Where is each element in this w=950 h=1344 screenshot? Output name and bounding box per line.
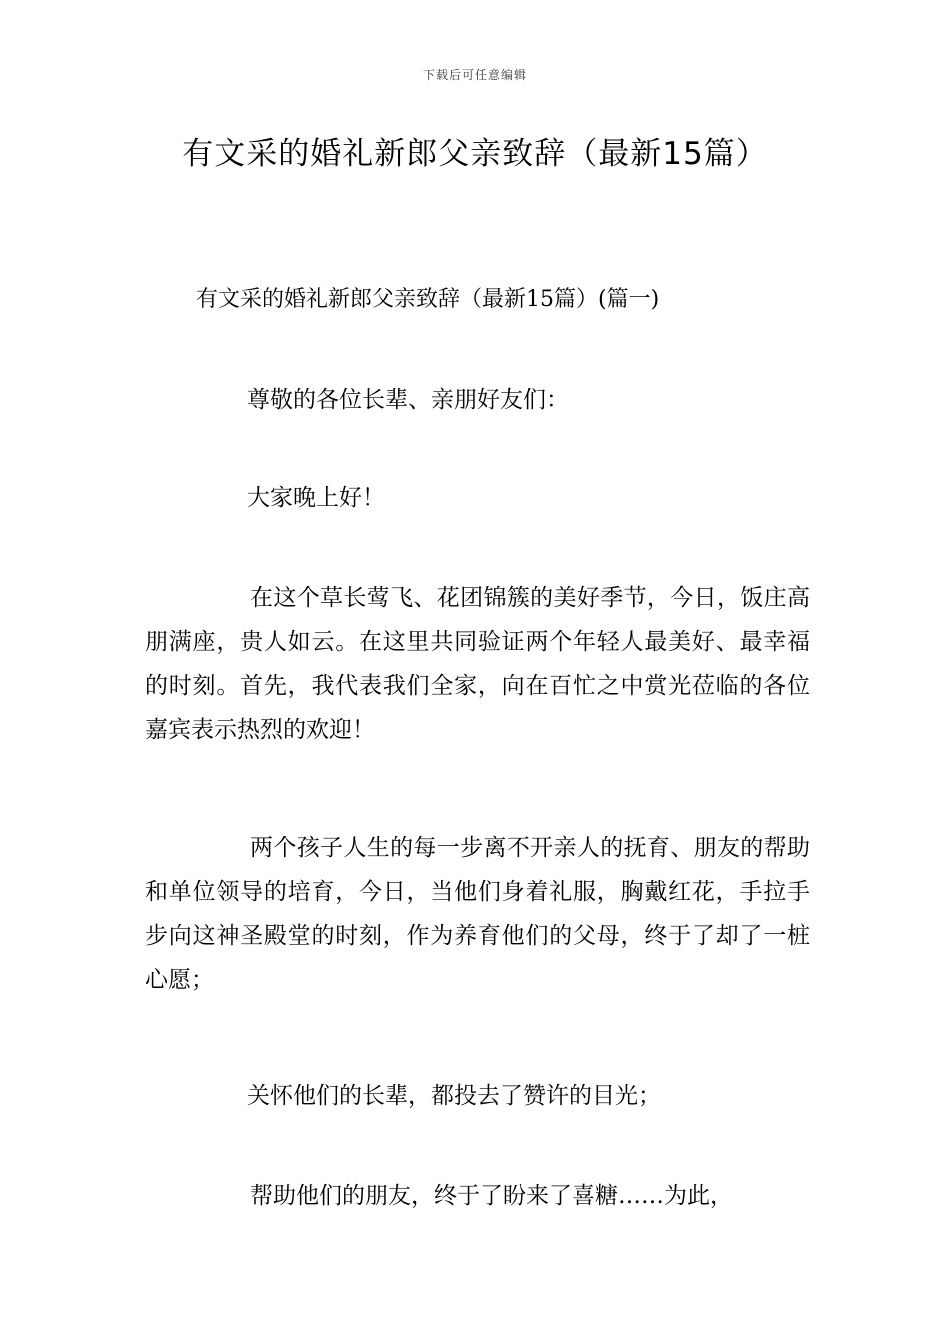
document-title: 有文采的婚礼新郎父亲致辞（最新15篇） bbox=[182, 136, 768, 172]
paragraph-friends: 帮助他们的朋友，终于了盼来了喜糖……为此， bbox=[250, 1183, 733, 1209]
section-title: 有文采的婚礼新郎父亲致辞（最新15篇）(篇一) bbox=[196, 287, 660, 312]
paragraph-salutation: 尊敬的各位长辈、亲朋好友们： bbox=[247, 387, 569, 413]
paragraph-welcome: 在这个草长莺飞、花团锦簇的美好季节，今日，饭庄高朋满座，贵人如云。在这里共同验证两个年轻人最美好、最幸福的时刻。首先，我代表我们全家，向在百忙之中赏光莅临的各位嘉宾表示热烈的欢迎！ bbox=[145, 585, 810, 743]
paragraph-greeting: 大家晚上好！ bbox=[247, 485, 385, 511]
paragraph-children: 两个孩子人生的每一步离不开亲人的抚育、朋友的帮助和单位领导的培育，今日，当他们身着礼服，胸戴红花，手拉手步向这神圣殿堂的时刻，作为养育他们的父母，终于了却了一桩心愿； bbox=[145, 835, 810, 993]
header-note: 下载后可任意编辑 bbox=[422, 68, 527, 82]
paragraph-elders: 关怀他们的长辈，都投去了赞许的目光； bbox=[247, 1083, 661, 1109]
